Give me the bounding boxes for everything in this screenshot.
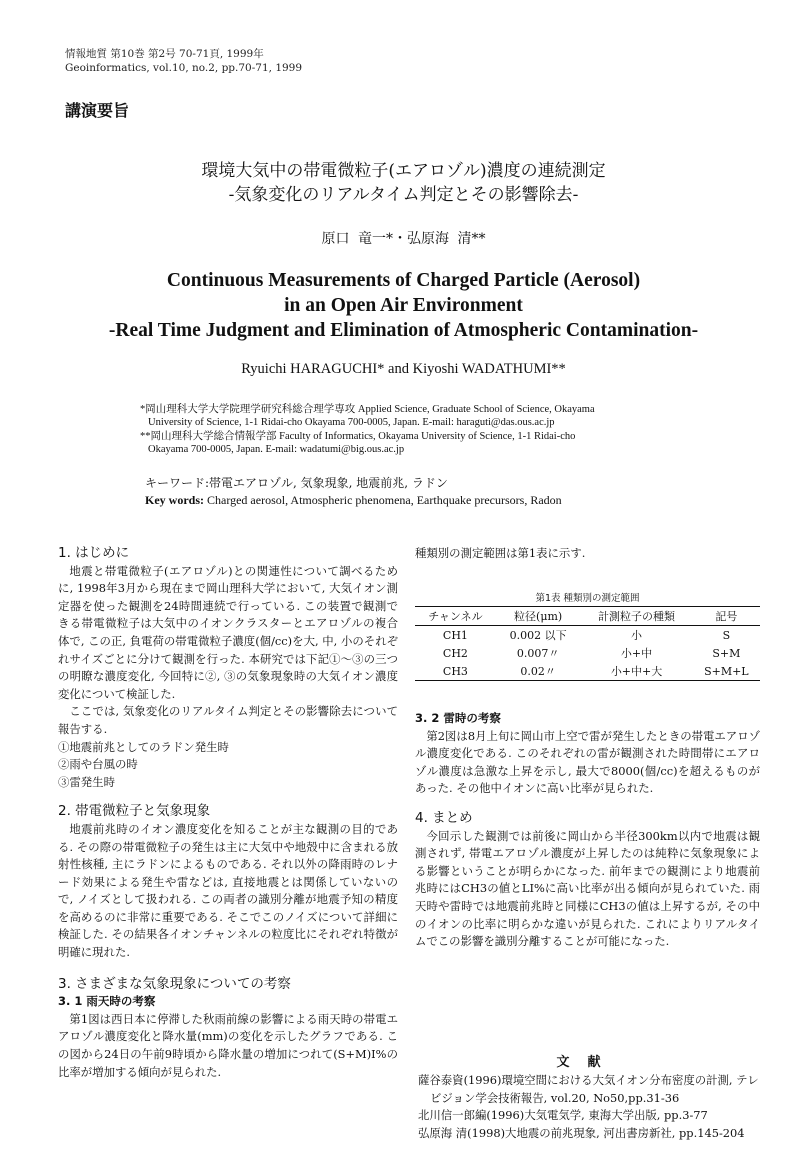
title-en-line1: Continuous Measurements of Charged Particle (Aerosol) xyxy=(166,270,641,291)
journal-info xyxy=(65,47,302,75)
affiliation-1 xyxy=(140,403,680,429)
table-cell: CH2 xyxy=(442,646,468,660)
authors-en: Ryuichi HARAGUCHI* and Kiyoshi WADATHUMI** xyxy=(241,361,566,377)
title-en-line3: -Real Time Judgment and Elimination of Atmospheric Contamination- xyxy=(108,320,699,341)
right-column-intro xyxy=(415,545,760,563)
table-header-cell: 計測粒子の種類 xyxy=(598,610,676,623)
table-intro-text: 種類別の測定範囲は第1表に示す. xyxy=(415,546,586,560)
table-cell: S+M xyxy=(712,646,741,660)
table-row xyxy=(415,662,760,681)
affiliation-1-line2: University of Science, 1-1 Ridai-cho Okayama 700-0005, Japan. E-mail: haraguti@das.ous.ac.jp xyxy=(148,417,555,428)
section-1-heading: 1. はじめに xyxy=(58,545,130,561)
table-header-cell: チャンネル xyxy=(428,610,483,623)
table-1 xyxy=(415,606,760,681)
section-tag: 講演要旨 xyxy=(65,101,130,120)
subsection-3-2-heading: 3. 2 雷時の考察 xyxy=(415,711,501,725)
table-row xyxy=(415,626,760,645)
section-2-heading: 2. 帯電微粒子と気象現象 xyxy=(58,803,211,820)
title-jp-line1: 環境大気中の帯電微粒子(エアロゾル)濃度の連続測定 xyxy=(201,161,606,181)
table-cell: 小 xyxy=(631,629,643,642)
keywords-jp-text: 帯電エアロゾル, 気象現象, 地震前兆, ラドン xyxy=(209,476,448,490)
list-item: ②雨や台風の時 xyxy=(58,757,138,772)
affiliation-2-line2: Okayama 700-0005, Japan. E-mail: wadatumi@big.ous.ac.jp xyxy=(148,444,405,455)
list-item: ①地震前兆としてのラドン発生時 xyxy=(58,739,229,754)
section-1-paragraph-1: 地震と帯電微粒子(エアロゾル)との関連性について調べるために, 1998年3月から現在まで岡山理科大学において, 大気イオン測定器を使った観測を24時間連続で行っている. この装置で観測できる帯電微粒子は大気中のイオンクラスターとエアロゾルの複合体で, この正, 負電荷の帯電微粒子濃度(個/cc)を大, 中, 小のそれぞれサイズごとに分けて観測を行った. 本研究では下記①〜③の三つの明瞭な濃度変化, 今回特に②, ③の気象現象時の大気イオン濃度変化について検証した. xyxy=(58,563,398,701)
table-cell: CH3 xyxy=(442,664,468,678)
affiliation-2-line1: **岡山理科大学総合情報学部 Faculty of Informatics, Okayama University of Science, 1-1 Ridai-cho xyxy=(140,431,576,442)
table-cell: 小+中 xyxy=(620,647,653,660)
table-1-caption: 第1表 種類別の測定範囲 xyxy=(535,593,640,604)
keywords-jp xyxy=(145,474,448,491)
reference-item: 弘原海 清(1998)大地震の前兆現象, 河出書房新社, pp.145-204 xyxy=(418,1125,745,1140)
table-cell: 0.02〃 xyxy=(520,665,556,678)
section-4-heading: 4. まとめ xyxy=(415,809,473,826)
table-cell: S+M+L xyxy=(704,664,749,678)
section-4-paragraph: 今回示した観測では前後に岡山から半径300km以内で地震は観測されず, 帯電エアロゾル濃度が上昇したのは純粋に気象現象による影響ということが明らかになった. 前年までの観測により地震前兆時にはCH3の値とLI%に高い比率が出る傾向が見られていた. 雨天時や雷時では地震前兆時と同様にCH3の値は上昇するが, その中のイオンの比率に明らかな違いが見られた. これによりリアルタイムでこの影響を識別分離することが可能になった. xyxy=(415,828,760,949)
left-column xyxy=(58,545,398,1081)
subsection-3-2-paragraph: 第2図は8月上旬に岡山市上空で雷が発生したときの帯電エアロゾル濃度変化である. このそれぞれの雷が観測された時間帯にエアロゾル濃度は急激な上昇を示し, 最大で8000(個/cc)を超えるものがあった. その他中イオンに高い比率が見られた. xyxy=(415,728,760,796)
list-item: ③雷発生時 xyxy=(58,774,115,789)
subsection-3-1-heading: 3. 1 雨天時の考察 xyxy=(58,994,156,1009)
affiliation-2 xyxy=(140,430,680,456)
table-row xyxy=(415,644,760,662)
right-column-main xyxy=(415,710,760,951)
section-1-paragraph-2: ここでは, 気象変化のリアルタイム判定とその影響除去について報告する. xyxy=(58,704,398,736)
table-cell: S xyxy=(722,628,731,642)
table-cell: CH1 xyxy=(442,628,468,642)
section-3-heading: 3. さまざまな気象現象についての考察 xyxy=(58,975,291,992)
subsection-3-1-paragraph: 第1図は西日本に停滞した秋雨前線の影響による雨天時の帯電エアロゾル濃度変化と降水量(mm)の変化を示したグラフである. この図から24日の午前9時頃から降水量の増加につれて(S+M)I%の比率が増加する傾向が見られた. xyxy=(58,1011,398,1079)
table-header-cell: 記号 xyxy=(715,610,738,623)
keywords-jp-label: キーワード: xyxy=(145,476,210,490)
reference-item: 北川信一郎編(1996)大気電気学, 東海大学出版, pp.3-77 xyxy=(418,1108,708,1123)
journal-line-en: Geoinformatics, vol.10, no.2, pp.70-71, 1999 xyxy=(65,62,303,74)
table-header-row xyxy=(415,607,760,626)
keywords-en xyxy=(145,493,562,508)
title-jp-line2: -気象変化のリアルタイム判定とその影響除去- xyxy=(228,185,579,205)
table-header-cell: 粒径(μm) xyxy=(514,610,563,623)
section-2-paragraph: 地震前兆時のイオン濃度変化を知ることが主な観測の目的である. その際の帯電微粒子の発生は主に大気中や地殻中に含まれる放射性核種, 主にラドンによるものである. それ以外の降雨時のレナード効果による発生や雷などは, 直接地震とは関係していないので, ノイズとして扱われる. この両者の識別分離が地震予知の精度を高めるのに非常に重要である. そこでこのノイズについて詳細に検証した. その結果各イオンチャンネルの粒度比にそれぞれ特徴が明確に現れた. xyxy=(58,821,398,960)
table-cell: 小+中+大 xyxy=(610,665,663,678)
keywords-en-label: Key words: xyxy=(145,493,204,507)
table-cell: 0.002 以下 xyxy=(509,629,567,642)
journal-line-jp: 情報地質 第10巻 第2号 70-71頁, 1999年 xyxy=(65,48,264,60)
references-list xyxy=(418,1072,763,1142)
keywords-en-text: Charged aerosol, Atmospheric phenomena, Earthquake precursors, Radon xyxy=(204,493,562,507)
references-heading: 文献 xyxy=(556,1055,619,1070)
reference-item: 薩谷泰資(1996)環境空間における大気イオン分布密度の計測, テレビジョン学会技術報告, vol.20, No50,pp.31-36 xyxy=(418,1073,759,1105)
table-cell: 0.007〃 xyxy=(516,647,560,660)
authors-jp: 原口 竜一*・弘原海 清** xyxy=(321,231,486,247)
affiliation-1-line1: *岡山理科大学大学院理学研究科総合理学専攻 Applied Science, Graduate School of Science, Okayama xyxy=(140,404,595,415)
title-en-line2: in an Open Air Environment xyxy=(284,295,523,316)
